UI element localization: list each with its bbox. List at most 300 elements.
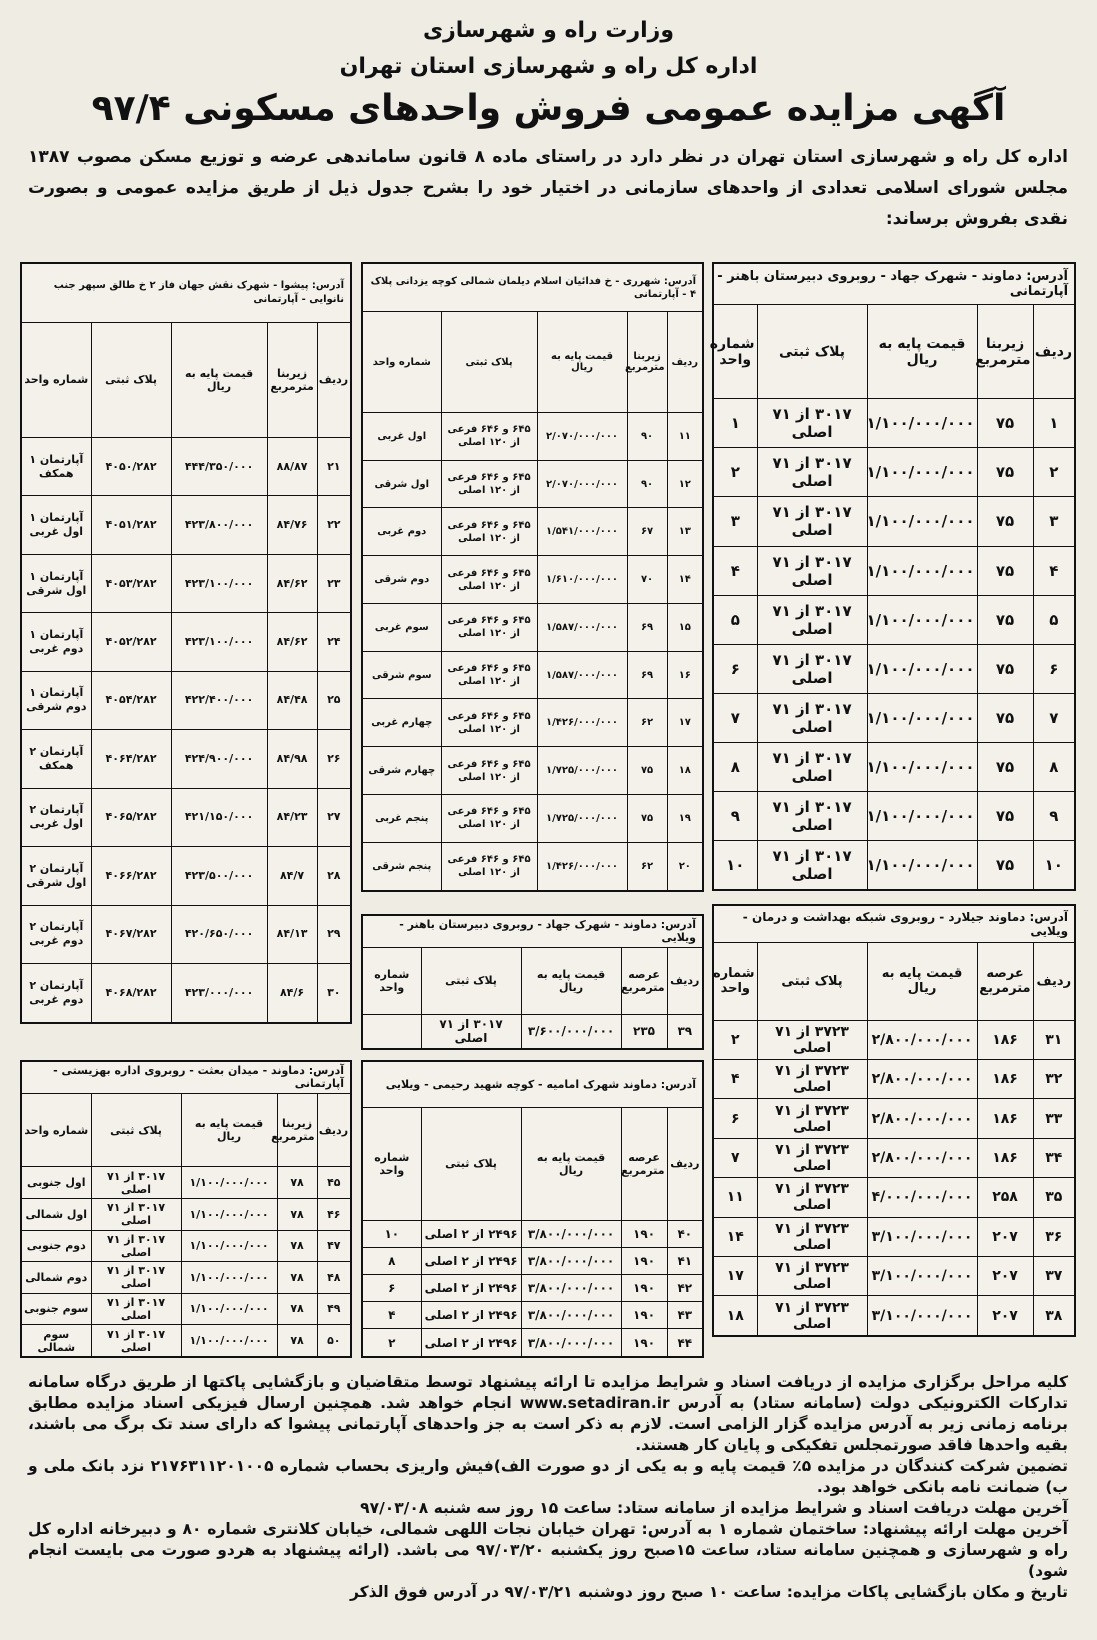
cell-unit: ۱۴: [713, 1217, 757, 1256]
table-row: [713, 497, 1075, 546]
cell-plate: ۶۴۵ و ۶۴۶ فرعی از ۱۲۰ اصلی: [441, 460, 537, 508]
cell-area: ۶۷: [627, 508, 667, 556]
cell-price: ۳/۱۰۰/۰۰۰/۰۰۰: [867, 1257, 977, 1296]
cell-plate: ۳۰۱۷ از ۷۱ اصلی: [91, 1198, 181, 1230]
cell-price: ۱/۷۲۵/۰۰۰/۰۰۰: [537, 747, 627, 795]
cell-plate: ۴۰۶۸/۲۸۲: [91, 963, 171, 1023]
cell-unit: ۳: [713, 497, 757, 546]
cell-price: ۱/۵۸۷/۰۰۰/۰۰۰: [537, 603, 627, 651]
cell-price: ۱/۱۰۰/۰۰۰/۰۰۰: [867, 399, 977, 448]
col-plate: پلاک ثبتی: [91, 322, 171, 437]
cell-row: ۲۶: [317, 730, 351, 788]
cell-row: ۳۳: [1033, 1099, 1075, 1138]
cell-row: ۲۷: [317, 788, 351, 846]
cell-row: ۴۱: [667, 1248, 703, 1275]
col-row: ردیف: [667, 1107, 703, 1221]
cell-row: ۴۹: [317, 1293, 351, 1325]
cell-plate: ۳۷۲۳ از ۷۱ اصلی: [757, 1178, 867, 1217]
cell-unit: ۲: [362, 1329, 421, 1357]
cell-area: ۷۸: [277, 1198, 317, 1230]
cell-area: ۸۴/۱۳: [267, 905, 317, 963]
cell-plate: ۳۰۱۷ از ۷۱ اصلی: [91, 1230, 181, 1262]
table-body: [21, 437, 351, 1023]
table-row: [713, 791, 1075, 840]
cell-plate: ۴۰۵۱/۲۸۲: [91, 496, 171, 554]
table-body: [21, 1167, 351, 1357]
table-jilard-villas: [712, 904, 1076, 1337]
table-address: آدرس: دماوند شهرک امامیه - کوچه شهید رحیمی - ویلایی: [362, 1061, 703, 1107]
cell-plate: ۳۰۱۷ از ۷۱ اصلی: [757, 742, 867, 791]
cell-unit: ۶: [362, 1275, 421, 1302]
col-land: عرصه مترمربع: [621, 1107, 667, 1221]
notice-title: آگهی مزایده عمومی فروش واحدهای مسکونی ۹۷/۴: [91, 88, 1006, 129]
cell-unit: ۴: [713, 546, 757, 595]
table-row: [713, 1020, 1075, 1059]
cell-row: ۹: [1033, 791, 1075, 840]
cell-area: ۷۸: [277, 1325, 317, 1357]
footer-terms: [28, 1372, 1068, 1603]
table-row: [713, 742, 1075, 791]
table-row: [362, 1329, 703, 1357]
cell-unit: چهارم غربی: [362, 699, 441, 747]
table-row: [362, 1302, 703, 1329]
cell-price: ۴۲۳/۸۰۰/۰۰۰: [171, 496, 267, 554]
cell-price: ۴۲۰/۶۵۰/۰۰۰: [171, 905, 267, 963]
table-row: [21, 788, 351, 846]
cell-plate: ۶۴۵ و ۶۴۶ فرعی از ۱۲۰ اصلی: [441, 842, 537, 891]
col-unit: شماره واحد: [713, 943, 757, 1021]
cell-plate: ۲۴۹۶ از ۲ اصلی: [421, 1302, 521, 1329]
cell-plate: ۴۰۶۵/۲۸۲: [91, 788, 171, 846]
cell-plate: ۶۴۵ و ۶۴۶ فرعی از ۱۲۰ اصلی: [441, 651, 537, 699]
table-damavand-jahad-apartments: [709, 262, 1076, 891]
cell-plate: ۳۷۲۳ از ۷۱ اصلی: [757, 1099, 867, 1138]
cell-row: ۶: [1033, 644, 1075, 693]
cell-area: ۲۰۷: [977, 1296, 1033, 1336]
col-row: ردیف: [667, 312, 703, 413]
col-price: قیمت پایه به ریال: [537, 312, 627, 413]
cell-row: ۲۹: [317, 905, 351, 963]
cell-plate: ۳۰۱۷ از ۷۱ اصلی: [757, 546, 867, 595]
cell-price: ۱/۶۱۰/۰۰۰/۰۰۰: [537, 556, 627, 604]
table-address: آدرس: دماوند - میدان بعثت - روبروی اداره بهزیستی - آپارتمانی: [21, 1061, 351, 1093]
cell-area: ۷۰: [627, 556, 667, 604]
cell-row: ۳۹: [667, 1014, 703, 1049]
cell-unit: ۱۰: [362, 1221, 421, 1248]
col-row: ردیف: [667, 947, 703, 1014]
cell-row: ۱۳: [667, 508, 703, 556]
cell-area: ۷۵: [977, 693, 1033, 742]
cell-unit: ۲: [713, 1020, 757, 1059]
cell-row: ۲۱: [317, 437, 351, 495]
cell-area: ۶۹: [627, 651, 667, 699]
table-row: [362, 651, 703, 699]
cell-price: ۱/۱۰۰/۰۰۰/۰۰۰: [181, 1293, 277, 1325]
col-plate: پلاک ثبتی: [421, 947, 521, 1014]
cell-area: ۷۵: [977, 546, 1033, 595]
table-besat-apartments: [20, 1060, 352, 1358]
cell-unit: ۱۱: [713, 1178, 757, 1217]
cell-price: ۴۲۳/۵۰۰/۰۰۰: [171, 847, 267, 905]
cell-price: ۳/۸۰۰/۰۰۰/۰۰۰: [521, 1221, 621, 1248]
cell-area: ۸۴/۶۲: [267, 613, 317, 671]
table-emamieh-villas: [361, 1060, 704, 1358]
col-price: قیمت پایه به ریال: [867, 943, 977, 1021]
cell-plate: ۶۴۵ و ۶۴۶ فرعی از ۱۲۰ اصلی: [441, 556, 537, 604]
cell-price: ۱/۵۸۷/۰۰۰/۰۰۰: [537, 651, 627, 699]
cell-area: ۸۴/۶۲: [267, 554, 317, 612]
table-row: [21, 1230, 351, 1262]
cell-row: ۱۵: [667, 603, 703, 651]
table-row: [362, 556, 703, 604]
cell-price: ۴۲۳/۱۰۰/۰۰۰: [171, 554, 267, 612]
cell-unit: ۶: [713, 644, 757, 693]
cell-row: ۴۳: [667, 1302, 703, 1329]
table-row: [21, 905, 351, 963]
cell-price: ۱/۱۰۰/۰۰۰/۰۰۰: [867, 497, 977, 546]
cell-row: ۴۸: [317, 1262, 351, 1294]
cell-plate: ۴۰۵۲/۲۸۲: [91, 613, 171, 671]
cell-row: ۵: [1033, 595, 1075, 644]
col-row: ردیف: [317, 322, 351, 437]
table-row: [21, 1167, 351, 1199]
cell-area: ۶۹: [627, 603, 667, 651]
cell-plate: ۶۴۵ و ۶۴۶ فرعی از ۱۲۰ اصلی: [441, 794, 537, 842]
cell-row: ۳۷: [1033, 1257, 1075, 1296]
cell-unit: ۷: [713, 693, 757, 742]
cell-row: ۳: [1033, 497, 1075, 546]
cell-unit: ۱: [713, 399, 757, 448]
table-row: [362, 747, 703, 795]
cell-plate: ۴۰۶۷/۲۸۲: [91, 905, 171, 963]
cell-plate: ۲۴۹۶ از ۲ اصلی: [421, 1329, 521, 1357]
cell-area: ۷۸: [277, 1262, 317, 1294]
col-unit: شماره واحد: [21, 1093, 91, 1167]
cell-row: ۸: [1033, 742, 1075, 791]
cell-plate: ۳۰۱۷ از ۷۱ اصلی: [757, 448, 867, 497]
cell-row: ۱۷: [667, 699, 703, 747]
table-row: [21, 1325, 351, 1357]
cell-price: ۱/۱۰۰/۰۰۰/۰۰۰: [867, 742, 977, 791]
table-body: [362, 412, 703, 891]
col-price: قیمت پایه به ریال: [521, 947, 621, 1014]
cell-area: ۱۸۶: [977, 1099, 1033, 1138]
col-row: ردیف: [1033, 943, 1075, 1021]
cell-unit: سوم شمالی: [21, 1325, 91, 1357]
cell-unit: آپارتمان ۲ اول غربی: [21, 788, 91, 846]
cell-price: ۱/۱۰۰/۰۰۰/۰۰۰: [181, 1198, 277, 1230]
cell-area: ۸۴/۹۸: [267, 730, 317, 788]
col-plate: پلاک ثبتی: [757, 305, 867, 399]
col-land: عرصه مترمربع: [621, 947, 667, 1014]
table-shahrrey-apartments: [361, 262, 704, 892]
table-address: آدرس: دماوند - شهرک جهاد - روبروی دبیرستان باهنر - آپارتمانی: [713, 263, 1075, 305]
cell-price: ۲/۸۰۰/۰۰۰/۰۰۰: [867, 1138, 977, 1177]
col-land: عرصه مترمربع: [977, 943, 1033, 1021]
cell-area: ۷۵: [627, 794, 667, 842]
col-unit: شماره واحد: [362, 312, 441, 413]
cell-row: ۴: [1033, 546, 1075, 595]
table-row: [713, 1178, 1075, 1217]
cell-unit: آپارتمان ۱ دوم غربی: [21, 613, 91, 671]
col-row: ردیف: [1033, 305, 1075, 399]
cell-unit: ۱۷: [713, 1257, 757, 1296]
cell-unit: اول جنوبی: [21, 1167, 91, 1199]
cell-plate: ۳۰۱۷ از ۷۱ اصلی: [757, 693, 867, 742]
table-row: [713, 1257, 1075, 1296]
cell-price: ۴۴۴/۳۵۰/۰۰۰: [171, 437, 267, 495]
cell-row: ۱: [1033, 399, 1075, 448]
cell-price: ۲/۸۰۰/۰۰۰/۰۰۰: [867, 1060, 977, 1099]
cell-price: ۱/۱۰۰/۰۰۰/۰۰۰: [181, 1325, 277, 1357]
cell-area: ۱۸۶: [977, 1060, 1033, 1099]
col-area: زیربنا مترمربع: [267, 322, 317, 437]
footer-deadline-docs: آخرین مهلت دریافت اسناد و شرایط مزایده از سامانه ستاد: ساعت ۱۵ روز سه شنبه ۹۷/۰۳/۰۸: [360, 1499, 1068, 1517]
cell-row: ۲۲: [317, 496, 351, 554]
col-row: ردیف: [317, 1093, 351, 1167]
table-row: [21, 963, 351, 1023]
col-price: قیمت پایه به ریال: [181, 1093, 277, 1167]
cell-plate: ۶۴۵ و ۶۴۶ فرعی از ۱۲۰ اصلی: [441, 747, 537, 795]
cell-row: ۲۸: [317, 847, 351, 905]
cell-plate: ۳۰۱۷ از ۷۱ اصلی: [757, 840, 867, 890]
cell-plate: ۳۷۲۳ از ۷۱ اصلی: [757, 1060, 867, 1099]
table-row: [362, 1221, 703, 1248]
col-price: قیمت پایه به ریال: [521, 1107, 621, 1221]
cell-row: ۱۸: [667, 747, 703, 795]
cell-area: ۷۵: [977, 595, 1033, 644]
cell-plate: ۳۷۲۳ از ۷۱ اصلی: [757, 1217, 867, 1256]
cell-area: ۷۵: [977, 644, 1033, 693]
cell-price: ۴۲۲/۴۰۰/۰۰۰: [171, 671, 267, 729]
cell-area: ۲۵۸: [977, 1178, 1033, 1217]
cell-row: ۱۰: [1033, 840, 1075, 890]
cell-price: ۴/۰۰۰/۰۰۰/۰۰۰: [867, 1178, 977, 1217]
col-price: قیمت پایه به ریال: [171, 322, 267, 437]
cell-row: ۲۴: [317, 613, 351, 671]
cell-area: ۷۵: [977, 448, 1033, 497]
cell-unit: اول غربی: [362, 412, 441, 460]
col-area: زیربنا مترمربع: [627, 312, 667, 413]
cell-area: ۱۹۰: [621, 1221, 667, 1248]
table-row: [21, 847, 351, 905]
cell-price: ۱/۱۰۰/۰۰۰/۰۰۰: [181, 1167, 277, 1199]
cell-area: ۸۴/۲۳: [267, 788, 317, 846]
cell-row: ۷: [1033, 693, 1075, 742]
cell-plate: ۴۰۵۰/۲۸۲: [91, 437, 171, 495]
cell-unit: ۲: [713, 448, 757, 497]
footer-deadline-offers: آخرین مهلت ارائه پیشنهاد: ساختمان شماره ۱ به آدرس: تهران خیابان نجات اللهی شمالی، خیابان کلانتری شماره ۸۰ و دبیرخانه اداره کل راه و شهرسازی و همچنین سامانه ستاد، ساعت ۱۵صبح روز یکشنبه ۹۷/۰۳/۲۰ می باشد. (ارائه پیشنهاد به هردو صورت می بایست انجام شود): [28, 1520, 1068, 1580]
cell-price: ۳/۸۰۰/۰۰۰/۰۰۰: [521, 1329, 621, 1357]
cell-row: ۴۷: [317, 1230, 351, 1262]
ministry-name: وزارت راه و شهرسازی: [422, 18, 675, 43]
cell-area: ۸۴/۷۶: [267, 496, 317, 554]
cell-row: ۲: [1033, 448, 1075, 497]
cell-price: ۱/۵۴۱/۰۰۰/۰۰۰: [537, 508, 627, 556]
table-row: [713, 644, 1075, 693]
col-plate: پلاک ثبتی: [441, 312, 537, 413]
cell-price: ۱/۷۲۵/۰۰۰/۰۰۰: [537, 794, 627, 842]
cell-area: ۲۳۵: [621, 1014, 667, 1049]
cell-unit: آپارتمان ۱ اول شرقی: [21, 554, 91, 612]
table-row: [362, 794, 703, 842]
cell-price: ۱/۱۰۰/۰۰۰/۰۰۰: [867, 693, 977, 742]
table-row: [362, 1248, 703, 1275]
cell-unit: ۷: [713, 1138, 757, 1177]
cell-price: ۳/۱۰۰/۰۰۰/۰۰۰: [867, 1217, 977, 1256]
col-unit: شماره واحد: [362, 1107, 421, 1221]
cell-plate: ۳۷۲۳ از ۷۱ اصلی: [757, 1257, 867, 1296]
table-body: [362, 1221, 703, 1357]
cell-area: ۸۸/۸۷: [267, 437, 317, 495]
table-row: [21, 437, 351, 495]
cell-price: ۴۲۱/۱۵۰/۰۰۰: [171, 788, 267, 846]
cell-price: ۴۲۳/۰۰۰/۰۰۰: [171, 963, 267, 1023]
cell-area: ۶۲: [627, 842, 667, 891]
cell-price: ۱/۴۲۶/۰۰۰/۰۰۰: [537, 842, 627, 891]
cell-unit: آپارتمان ۲ دوم غربی: [21, 963, 91, 1023]
cell-price: ۳/۱۰۰/۰۰۰/۰۰۰: [867, 1296, 977, 1336]
cell-price: ۱/۱۰۰/۰۰۰/۰۰۰: [181, 1230, 277, 1262]
cell-area: ۱۸۶: [977, 1020, 1033, 1059]
cell-price: ۲/۰۷۰/۰۰۰/۰۰۰: [537, 460, 627, 508]
col-plate: پلاک ثبتی: [421, 1107, 521, 1221]
cell-unit: سوم غربی: [362, 603, 441, 651]
table-row: [713, 546, 1075, 595]
table-row: [21, 613, 351, 671]
cell-price: ۱/۴۲۶/۰۰۰/۰۰۰: [537, 699, 627, 747]
table-row: [21, 1293, 351, 1325]
cell-price: ۱/۱۰۰/۰۰۰/۰۰۰: [867, 840, 977, 890]
cell-unit: ۹: [713, 791, 757, 840]
cell-row: ۱۴: [667, 556, 703, 604]
footer-procedure: کلیه مراحل برگزاری مزایده از دریافت اسناد و شرایط مزایده تا ارائه پیشنهاد توسط متقاضیان و بازگشایی پاکتها از طریق درگاه سامانه تدارکات الکترونیکی دولت (سامانه ستاد) به آدرس www.setadiran.ir انجام خواهد شد. همچنین ارسال فیزیکی اسناد مزایده مطابق برنامه زمانی زیر به آدرس مزایده گزار الزامی است. لازم به ذکر است به جز واحدهای آپارتمانی پیشوا که دارای سند تک برگ می باشند، بقیه واحدها فاقد صورتمجلس تفکیکی و پایان کار هستند.: [28, 1373, 1068, 1454]
table-row: [21, 1262, 351, 1294]
table-row: [362, 699, 703, 747]
table-row: [713, 840, 1075, 890]
col-price: قیمت پایه به ریال: [867, 305, 977, 399]
cell-plate: ۴۰۶۴/۲۸۲: [91, 730, 171, 788]
cell-unit: ۴: [713, 1060, 757, 1099]
cell-unit: آپارتمان ۲ دوم غربی: [21, 905, 91, 963]
cell-area: ۶۲: [627, 699, 667, 747]
table-row: [713, 1296, 1075, 1336]
table-address: آدرس: دماوند - شهرک جهاد - روبروی دبیرستان باهنر - ویلایی: [362, 915, 703, 947]
col-unit: شماره واحد: [21, 322, 91, 437]
cell-unit: اول شرقی: [362, 460, 441, 508]
cell-unit: ۱۸: [713, 1296, 757, 1336]
cell-area: ۷۵: [977, 742, 1033, 791]
cell-unit: پنجم شرقی: [362, 842, 441, 891]
cell-plate: ۴۰۵۳/۲۸۲: [91, 554, 171, 612]
col-unit: شماره واحد: [713, 305, 757, 399]
cell-unit: [362, 1014, 421, 1049]
cell-area: ۲۰۷: [977, 1257, 1033, 1296]
cell-plate: ۳۰۱۷ از ۷۱ اصلی: [757, 399, 867, 448]
cell-area: ۷۸: [277, 1230, 317, 1262]
cell-area: ۲۰۷: [977, 1217, 1033, 1256]
cell-area: ۷۵: [627, 747, 667, 795]
cell-unit: دوم شرقی: [362, 556, 441, 604]
cell-row: ۳۶: [1033, 1217, 1075, 1256]
cell-area: ۱۹۰: [621, 1302, 667, 1329]
cell-row: ۳۵: [1033, 1178, 1075, 1217]
cell-plate: ۳۰۱۷ از ۷۱ اصلی: [757, 497, 867, 546]
cell-plate: ۶۴۵ و ۶۴۶ فرعی از ۱۲۰ اصلی: [441, 603, 537, 651]
table-row: [21, 671, 351, 729]
table-row: [713, 1138, 1075, 1177]
cell-row: ۴۴: [667, 1329, 703, 1357]
cell-plate: ۳۷۲۳ از ۷۱ اصلی: [757, 1020, 867, 1059]
table-row: [713, 1217, 1075, 1256]
cell-price: ۱/۱۰۰/۰۰۰/۰۰۰: [867, 546, 977, 595]
cell-area: ۸۴/۴۸: [267, 671, 317, 729]
cell-plate: ۳۰۱۷ از ۷۱ اصلی: [91, 1262, 181, 1294]
cell-price: ۳/۸۰۰/۰۰۰/۰۰۰: [521, 1248, 621, 1275]
cell-unit: آپارتمان ۱ اول غربی: [21, 496, 91, 554]
table-row: [713, 595, 1075, 644]
cell-area: ۱۸۶: [977, 1138, 1033, 1177]
cell-unit: سوم جنوبی: [21, 1293, 91, 1325]
cell-price: ۲/۸۰۰/۰۰۰/۰۰۰: [867, 1020, 977, 1059]
cell-plate: ۴۰۵۴/۲۸۲: [91, 671, 171, 729]
table-row: [713, 1060, 1075, 1099]
cell-area: ۹۰: [627, 412, 667, 460]
cell-unit: دوم جنوبی: [21, 1230, 91, 1262]
cell-area: ۸۴/۷: [267, 847, 317, 905]
cell-plate: ۶۴۵ و ۶۴۶ فرعی از ۱۲۰ اصلی: [441, 508, 537, 556]
cell-price: ۳/۸۰۰/۰۰۰/۰۰۰: [521, 1302, 621, 1329]
cell-unit: آپارتمان ۱ همکف: [21, 437, 91, 495]
col-area: زیربنا مترمربع: [277, 1093, 317, 1167]
cell-price: ۱/۱۰۰/۰۰۰/۰۰۰: [867, 595, 977, 644]
table-row: [21, 1198, 351, 1230]
cell-price: ۴۲۴/۹۰۰/۰۰۰: [171, 730, 267, 788]
cell-plate: ۳۷۲۳ از ۷۱ اصلی: [757, 1296, 867, 1336]
cell-plate: ۴۰۶۶/۲۸۲: [91, 847, 171, 905]
cell-price: ۱/۱۰۰/۰۰۰/۰۰۰: [181, 1262, 277, 1294]
cell-unit: ۱۰: [713, 840, 757, 890]
cell-row: ۲۰: [667, 842, 703, 891]
cell-area: ۹۰: [627, 460, 667, 508]
cell-price: ۲/۸۰۰/۰۰۰/۰۰۰: [867, 1099, 977, 1138]
table-address: آدرس: شهرری - خ فدائیان اسلام دیلمان شمالی کوچه یزدانی پلاک ۴ - آپارتمانی: [362, 263, 703, 312]
cell-row: ۱۲: [667, 460, 703, 508]
cell-area: ۷۵: [977, 399, 1033, 448]
cell-area: ۱۹۰: [621, 1248, 667, 1275]
table-row: [21, 730, 351, 788]
cell-unit: آپارتمان ۲ همکف: [21, 730, 91, 788]
cell-unit: آپارتمان ۲ اول شرقی: [21, 847, 91, 905]
cell-unit: سوم شرقی: [362, 651, 441, 699]
table-body: [362, 1014, 703, 1049]
table-row: [713, 399, 1075, 448]
cell-unit: آپارتمان ۱ دوم شرقی: [21, 671, 91, 729]
cell-price: ۲/۰۷۰/۰۰۰/۰۰۰: [537, 412, 627, 460]
cell-unit: دوم شمالی: [21, 1262, 91, 1294]
cell-price: ۱/۱۰۰/۰۰۰/۰۰۰: [867, 448, 977, 497]
cell-row: ۴۵: [317, 1167, 351, 1199]
table-row: [713, 448, 1075, 497]
table-row: [362, 1275, 703, 1302]
cell-row: ۳۰: [317, 963, 351, 1023]
table-body: [713, 1020, 1075, 1336]
table-pishva-apartments: [20, 262, 352, 1024]
cell-row: ۲۵: [317, 671, 351, 729]
intro-paragraph: اداره کل راه و شهرسازی استان تهران در نظر دارد در راستای ماده ۸ قانون ساماندهی عرضه و توزیع مسکن مصوب ۱۳۸۷ مجلس شورای اسلامی تعدادی از واحدهای سازمانی در اختیار خود را بشرح جدول ذیل از طریق مزایده عمومی و بصورت نقدی بفروش برساند:: [28, 147, 1068, 229]
cell-row: ۱۶: [667, 651, 703, 699]
cell-price: ۳/۶۰۰/۰۰۰/۰۰۰: [521, 1014, 621, 1049]
